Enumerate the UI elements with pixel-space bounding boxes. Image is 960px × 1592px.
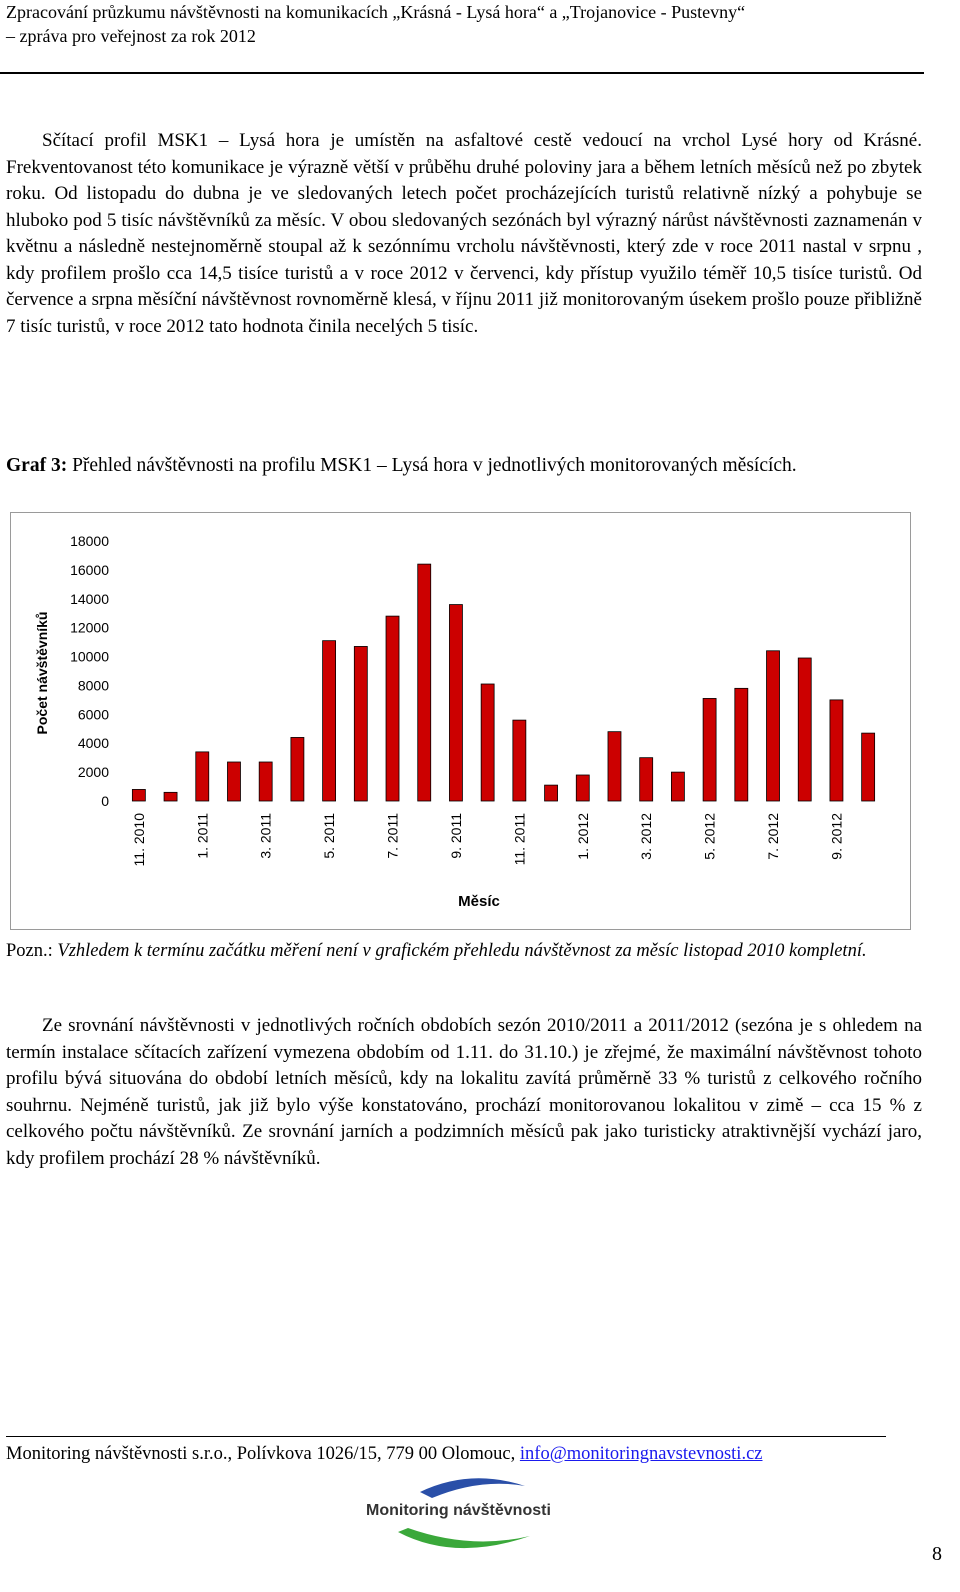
bar	[830, 700, 843, 801]
y-tick-label: 12000	[70, 619, 109, 636]
bar	[418, 564, 431, 801]
footer	[6, 1442, 763, 1466]
bar	[640, 758, 653, 801]
x-tick-label: 7. 2012	[765, 813, 782, 860]
x-tick-label: 7. 2011	[384, 813, 401, 859]
x-tick-label: 9. 2012	[828, 813, 845, 860]
bar	[576, 775, 589, 801]
bar	[735, 688, 748, 801]
bar	[386, 616, 399, 801]
chart-caption	[6, 453, 922, 479]
bar	[767, 651, 780, 801]
logo-text: Monitoring návštěvnosti	[366, 1502, 551, 1519]
chart-frame	[10, 512, 911, 930]
header-divider	[0, 72, 924, 74]
y-tick-label: 6000	[77, 706, 109, 723]
x-tick-label: 3. 2011	[257, 813, 274, 859]
y-tick-label: 10000	[70, 648, 109, 665]
bar	[196, 752, 209, 801]
bar	[354, 646, 367, 801]
x-axis-title: Měsíc	[458, 893, 500, 910]
y-tick-label: 14000	[70, 590, 109, 607]
y-tick-label: 8000	[77, 677, 109, 694]
page-header	[6, 0, 926, 48]
chart-note	[6, 938, 922, 964]
bar	[513, 720, 526, 801]
y-tick-label: 18000	[70, 533, 109, 549]
bar	[545, 785, 558, 801]
x-tick-label: 9. 2011	[447, 813, 464, 859]
bar-chart	[11, 513, 910, 929]
bar	[227, 762, 240, 801]
paragraph-text: Ze srovnání návštěvnosti v jednotlivých ročních obdobích sezón 2010/2011 a 2011/2012 (sezóna je s ohledem na termín instalace sčítacích zařízení vymezena obdobím od 1.11. do 31.10.) je zřejmé, že maximální návštěvnost tohoto profilu bývá situována do období letních měsíců, kdy na lokalitu zavítá průměrně 33 % turistů z celkového ročního souhrnu. Nejméně turistů, jak již bylo výše konstatováno, prochází monitorovanou lokalitou v zimě – cca 15 % z celkového počtu návštěvníků. Ze srovnání jarních a podzimních měsíců pak jako turisticky atraktivnější vychází jaro, kdy profilem prochází 28 % návštěvníků.	[6, 1015, 922, 1169]
x-tick-label: 11. 2010	[130, 813, 147, 867]
y-axis-title: Počet návštěvníků	[34, 611, 50, 735]
header-subtitle: – zpráva pro veřejnost za rok 2012	[6, 26, 256, 46]
y-tick-label: 2000	[77, 764, 109, 781]
caption-text: Přehled návštěvnosti na profilu MSK1 – Lysá hora v jednotlivých monitorovaných měsících.	[72, 455, 797, 476]
x-tick-label: 5. 2012	[701, 813, 718, 860]
bar	[164, 792, 177, 801]
note-lead: Pozn.:	[6, 941, 53, 961]
bar	[481, 684, 494, 801]
page-number: 8	[932, 1543, 942, 1565]
company-logo	[360, 1470, 590, 1560]
x-tick-label: 11. 2011	[511, 813, 528, 866]
bar	[798, 658, 811, 801]
paragraph-profile-description	[6, 128, 922, 340]
y-tick-label: 0	[101, 793, 109, 809]
x-tick-label: 1. 2011	[194, 813, 211, 859]
bar	[323, 641, 336, 801]
paragraph-text: Sčítací profil MSK1 – Lysá hora je umístěn na asfaltové cestě vedoucí na vrchol Lysé hory od Krásné. Frekventovanost této komunikace je výrazně větší v průběhu druhé poloviny jara a během letních měsíců než po zbytek roku. Od listopadu do dubna je ve sledovaných letech počet procházejících turistů relativně nízký a pohybuje se hluboko pod 5 tisíc návštěvníků za měsíc. V obou sledovaných sezónách byl výrazný nárůst návštěvnosti zaznamenán v květnu a následně nestejnoměrně stoupal až k sezónnímu vrcholu návštěvnosti, který zde v roce 2011 nastal v srpnu , kdy profilem prošlo cca 14,5 tisíce turistů a v roce 2012 v červenci, kdy přístup využilo téměř 10,5 tisíce turistů. Od července a srpna měsíční návštěvnost rovnoměrně klesá, v říjnu 2011 již monitorovaným úsekem prošlo pouze přibližně 7 tisíc turistů, v roce 2012 tato hodnota činila necelých 5 tisíc.	[6, 130, 922, 337]
bar	[608, 732, 621, 801]
caption-label: Graf 3:	[6, 455, 68, 476]
x-tick-label: 5. 2011	[321, 813, 338, 859]
bar	[291, 737, 304, 801]
footer-divider	[6, 1436, 886, 1437]
footer-address: Monitoring návštěvnosti s.r.o., Polívkova 1026/15, 779 00 Olomouc,	[6, 1444, 520, 1464]
footer-email-link[interactable]: info@monitoringnavstevnosti.cz	[519, 1444, 763, 1464]
bar	[449, 605, 462, 801]
bar	[703, 698, 716, 801]
note-text: Vzhledem k termínu začátku měření není v grafickém přehledu návštěvnost za měsíc listopad 2010 kompletní.	[52, 941, 867, 961]
paragraph-season-comparison	[6, 1013, 922, 1172]
bar	[132, 789, 145, 801]
x-tick-label: 3. 2012	[638, 813, 655, 860]
x-tick-label: 1. 2012	[574, 813, 591, 860]
y-tick-label: 4000	[77, 735, 109, 752]
y-tick-label: 16000	[70, 561, 109, 578]
bar	[259, 762, 272, 801]
header-title: Zpracování průzkumu návštěvnosti na komunikacích „Krásná - Lysá hora“ a „Trojanovice - Pustevny“	[6, 2, 746, 22]
bar	[862, 733, 875, 801]
bar	[671, 772, 684, 801]
